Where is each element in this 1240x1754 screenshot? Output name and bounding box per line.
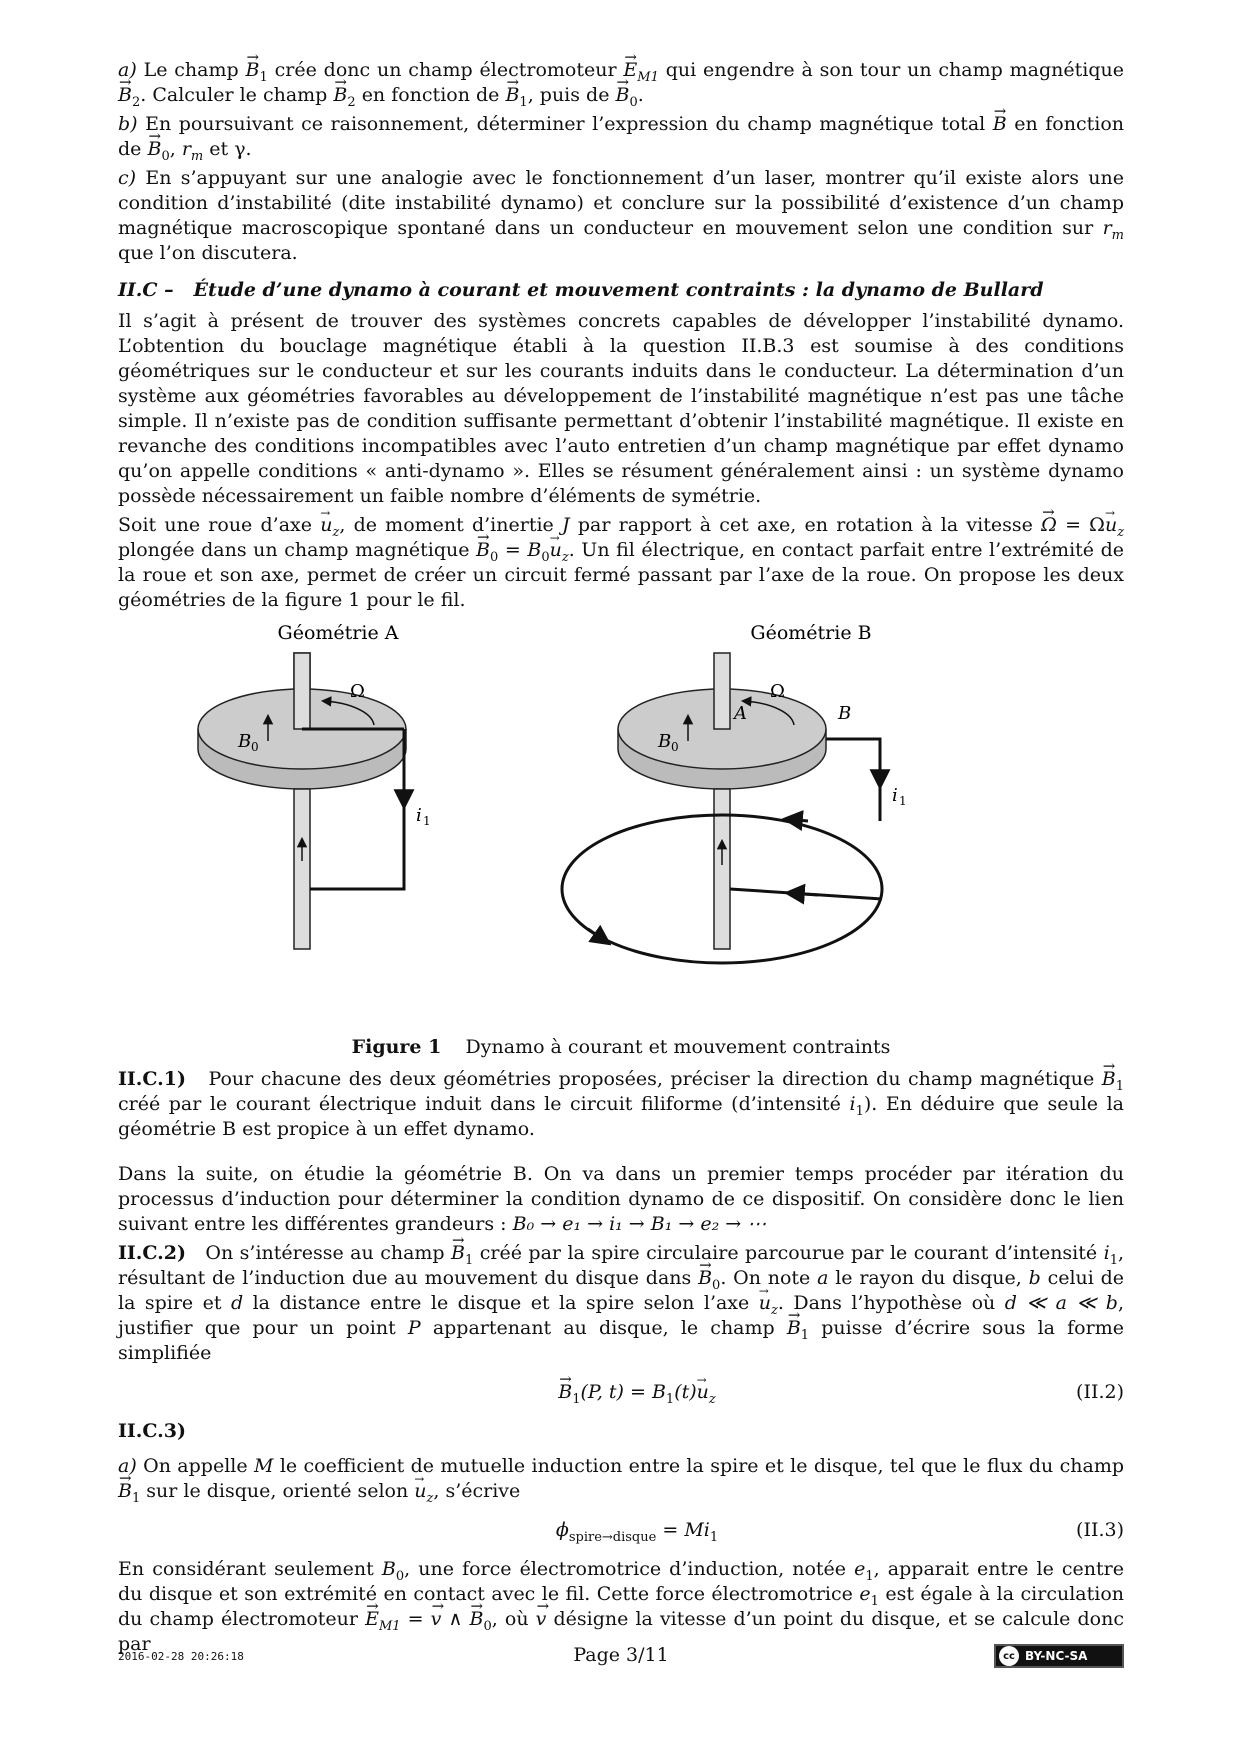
page-body: [118, 58, 1124, 1661]
equation-number-ii2: (II.2): [1076, 1381, 1124, 1403]
omega-label-b: Ω: [770, 681, 785, 702]
axis-b-top: [714, 653, 730, 729]
b0-sub-a: 0: [251, 740, 259, 754]
b0-sub-b: 0: [671, 740, 679, 754]
return-arrow-b: [788, 893, 818, 895]
geometry-b-paragraph: Dans la suite, on étudie la géométrie B. On va dans un premier temps procéder par itération du processus d’induction pour déterminer la condition dynamo de ce dispositif. On considère donc le lien suivant entre les différentes grandeurs : B₀ → e₁ → i₁ → B₁ → e₂ → ⋯: [118, 1163, 1124, 1235]
section-heading: II.C – Étude d’une dynamo à courant et mouvement contraints : la dynamo de Bullard: [118, 279, 1044, 301]
question-iic3: II.C.3): [118, 1420, 187, 1442]
figure-caption: Figure 1 Dynamo à courant et mouvement contraints: [351, 1036, 891, 1058]
equation-number-ii3: (II.3): [1076, 1519, 1124, 1541]
wire-b: [826, 739, 880, 821]
b0-label-b: B: [658, 731, 672, 752]
b0-label-a: B: [238, 731, 252, 752]
loop-arrow-bottom-b: [588, 929, 608, 943]
figure-diagram: [118, 621, 1124, 1021]
title-geometry-b: Géométrie B: [750, 622, 872, 644]
equation-ii2: → $B_1(P$, $t) = B_1(t)\to u_z$ (II.2): [118, 1380, 1124, 1405]
question-b: b) En poursuivant ce raisonnement, déterminer l’expression du champ magnétique total → B en fonction de → $B_0$, $r_m$ et γ.: [118, 112, 1124, 162]
omega-label-a: Ω: [350, 681, 365, 702]
question-iic3a: a) On appelle M le coefficient de mutuelle induction entre la spire et le disque, tel que le flux du champ → $B_1$ sur le disque, orienté selon → $u_z$, s’écrive: [118, 1454, 1124, 1504]
point-a-label: A: [734, 703, 747, 724]
timestamp: 2016-02-28 20:26:18: [118, 1650, 244, 1663]
axis-a-bottom: [294, 789, 310, 949]
question-a: a) Le champ → $B_1$ crée donc un champ électromoteur → $E_{M1}$ qui engendre à son tour un champ magnétique → $B_2$. Calculer le champ → $B_2$ en fonction de → $B_1$, puis de → $B_0$.: [118, 58, 1124, 108]
figure-1: [118, 621, 1124, 1061]
question-iic1: II.C.1) Pour chacune des deux géométries proposées, préciser la direction du champ magnétique → $B_1$ créé par le courant électrique induit dans le circuit filiforme (d’intensité $i_1$). En déduire que seule la géométrie B est propice à un effet dynamo.: [118, 1067, 1124, 1142]
i1-label-b: i: [892, 785, 898, 806]
wheel-paragraph: Soit une roue d’axe → $u_z$, de moment d’inertie J par rapport à cet axe, en rotation à la vitesse → $\Omega = \Omega\to u_z$ plongée dans un champ magnétique → $B_0 = B_0\to u_z$. Un fil électrique, en contact parfait entre l’extrémité de la roue et son axe, permet de créer un circuit fermé passant par l’axe de la roue. On propose les deux géométries de la figure 1 pour le fil.: [118, 513, 1124, 613]
page-number: Page 3/11: [573, 1644, 669, 1666]
axis-a-top-on-disk: [294, 653, 310, 729]
intro-paragraph: Il s’agit à présent de trouver des systèmes concrets capables de développer l’instabilité dynamo. L’obtention du bouclage magnétique établi à la question II.B.3 est soumise à des conditions géométriques sur le conducteur et sur les courants induits dans le conducteur. La détermination d’un système aux géométries favorables au développement de l’instabilité magnétique n’est pas une tâche simple. Il n’existe pas de condition suffisante permettant d’obtenir l’instabilité magnétique. Il existe en revanche des conditions incompatibles avec l’auto entretien d’un champ magnétique par effet dynamo qu’on appelle conditions « anti-dynamo ». Elles se résument généralement ainsi : un système dynamo possède nécessairement un faible nombre d’éléments de symétrie.: [118, 310, 1124, 507]
equation-ii3: $\phi_{spire\to disque} = Mi_1$ (II.3): [555, 1519, 1124, 1545]
page-footer: [118, 1640, 1124, 1670]
license-badge: cc BY-NC-SA: [994, 1644, 1124, 1668]
axis-b-bottom: [714, 789, 730, 949]
i1-label-a: i: [416, 805, 422, 826]
loop-arrow-top-b: [786, 819, 808, 821]
cc-icon: cc: [999, 1646, 1019, 1666]
i1-sub-a: 1: [423, 814, 431, 828]
question-c: c) En s’appuyant sur une analogie avec le fonctionnement d’un laser, montrer qu’il existe alors une condition d’instabilité (dite instabilité dynamo) et conclure sur la possibilité d’existence d’un champ magnétique macroscopique spontané dans un conducteur en mouvement selon une condition sur $r_m$ que l’on discutera.: [118, 167, 1124, 264]
final-paragraph: En considérant seulement $B_0$, une force électromotrice d’induction, notée $e_1$, apparait entre le centre du disque et son extrémité en contact avec le fil. Cette force électromotrice $e_1$ est égale à la circulation du champ électromoteur → $E_{M1}$ = → v ∧ → $B_0$, où → v désigne la vitesse d’un point du disque, et se calcule donc par: [118, 1557, 1124, 1657]
title-geometry-a: Géométrie A: [277, 622, 399, 644]
question-iic2: II.C.2) On s’intéresse au champ → $B_1$ créé par la spire circulaire parcourue par le courant d’intensité $i_1$, résultant de l’induction due au mouvement du disque dans → $B_0$. On note a le rayon du disque, b celui de la spire et d la distance entre le disque et la spire selon l’axe → $u_z$. Dans l’hypothèse où d ≪ a ≪ b, justifier que pour un point P appartenant au disque, le champ → $B_1$ puisse d’écrire sous la forme simplifiée: [118, 1241, 1124, 1366]
i1-sub-b: 1: [899, 794, 907, 808]
point-b-label: B: [838, 703, 852, 724]
